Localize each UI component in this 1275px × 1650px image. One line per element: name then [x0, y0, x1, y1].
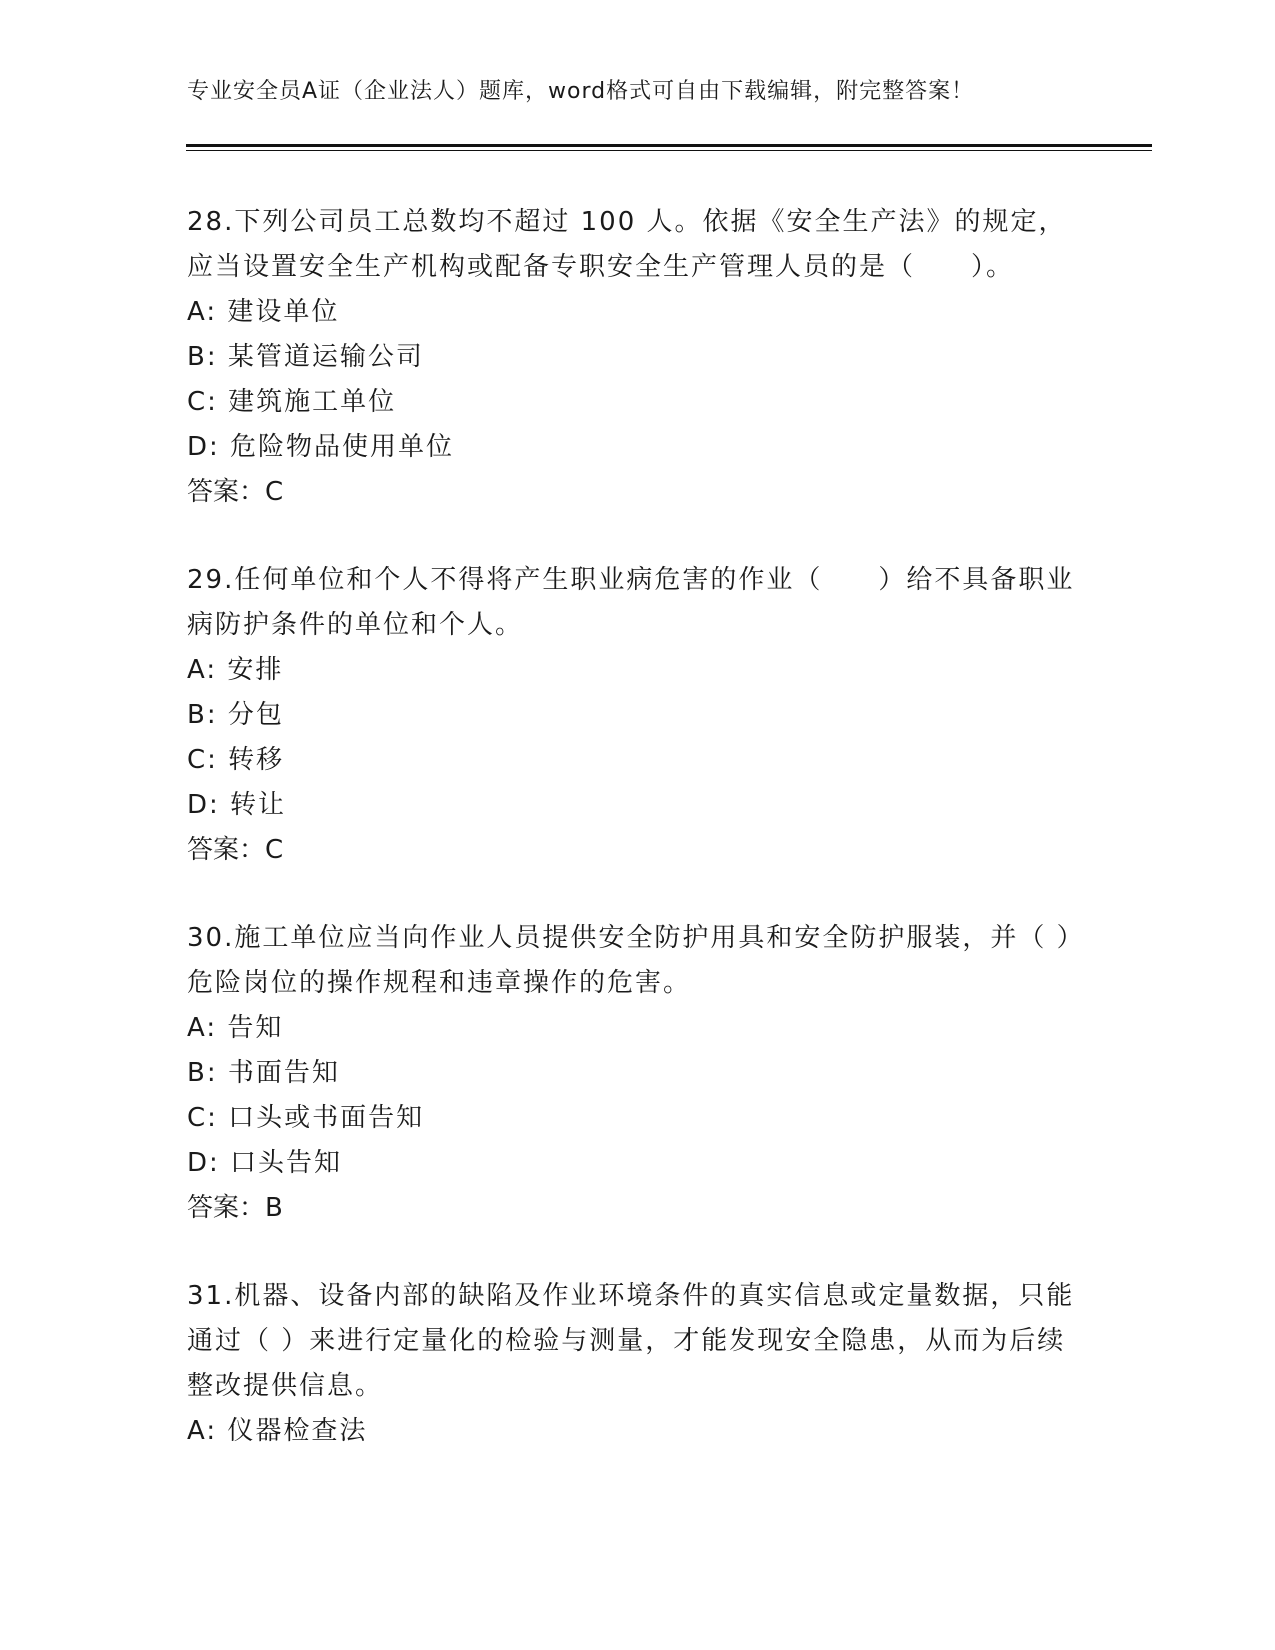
question-31: [187, 1274, 1087, 1454]
header-rule-thin: [186, 150, 1152, 151]
option-a: A: 建设单位: [187, 297, 340, 327]
question-28: [187, 200, 1087, 515]
option-c: C: 口头或书面告知: [187, 1103, 425, 1133]
option-b: B: 某管道运输公司: [187, 342, 424, 372]
question-29: [187, 558, 1087, 873]
question-stem: 29.任何单位和个人不得将产生职业病危害的作业（ ）给不具备职业病防护条件的单位和个人。: [187, 565, 1075, 640]
option-d: D: 转让: [187, 790, 287, 820]
page-header: 专业安全员A证（企业法人）题库，word格式可自由下载编辑，附完整答案！: [187, 79, 975, 104]
option-c: C: 转移: [187, 745, 285, 775]
header-rule-thick: [186, 144, 1152, 147]
option-a: A: 告知: [187, 1013, 284, 1043]
option-b: B: 书面告知: [187, 1058, 340, 1088]
option-a: A: 安排: [187, 655, 284, 685]
option-d: D: 口头告知: [187, 1148, 343, 1178]
option-a: A: 仪器检查法: [187, 1416, 368, 1446]
option-b: B: 分包: [187, 700, 284, 730]
answer: 答案：C: [187, 835, 284, 865]
answer: 答案：C: [187, 477, 284, 507]
option-c: C: 建筑施工单位: [187, 387, 397, 417]
option-d: D: 危险物品使用单位: [187, 432, 455, 462]
question-30: [187, 916, 1087, 1231]
answer: 答案：B: [187, 1193, 283, 1223]
question-stem: 31.机器、设备内部的缺陷及作业环境条件的真实信息或定量数据，只能通过（ ）来进行定量化的检验与测量，才能发现安全隐患，从而为后续整改提供信息。: [187, 1281, 1075, 1401]
question-stem: 28.下列公司员工总数均不超过 100 人。依据《安全生产法》的规定，应当设置安全生产机构或配备专职安全生产管理人员的是（ ）。: [187, 207, 1067, 282]
question-list: [187, 200, 1087, 1497]
question-stem: 30.施工单位应当向作业人员提供安全防护用具和安全防护服装，并（ ）危险岗位的操作规程和违章操作的危害。: [187, 923, 1085, 998]
